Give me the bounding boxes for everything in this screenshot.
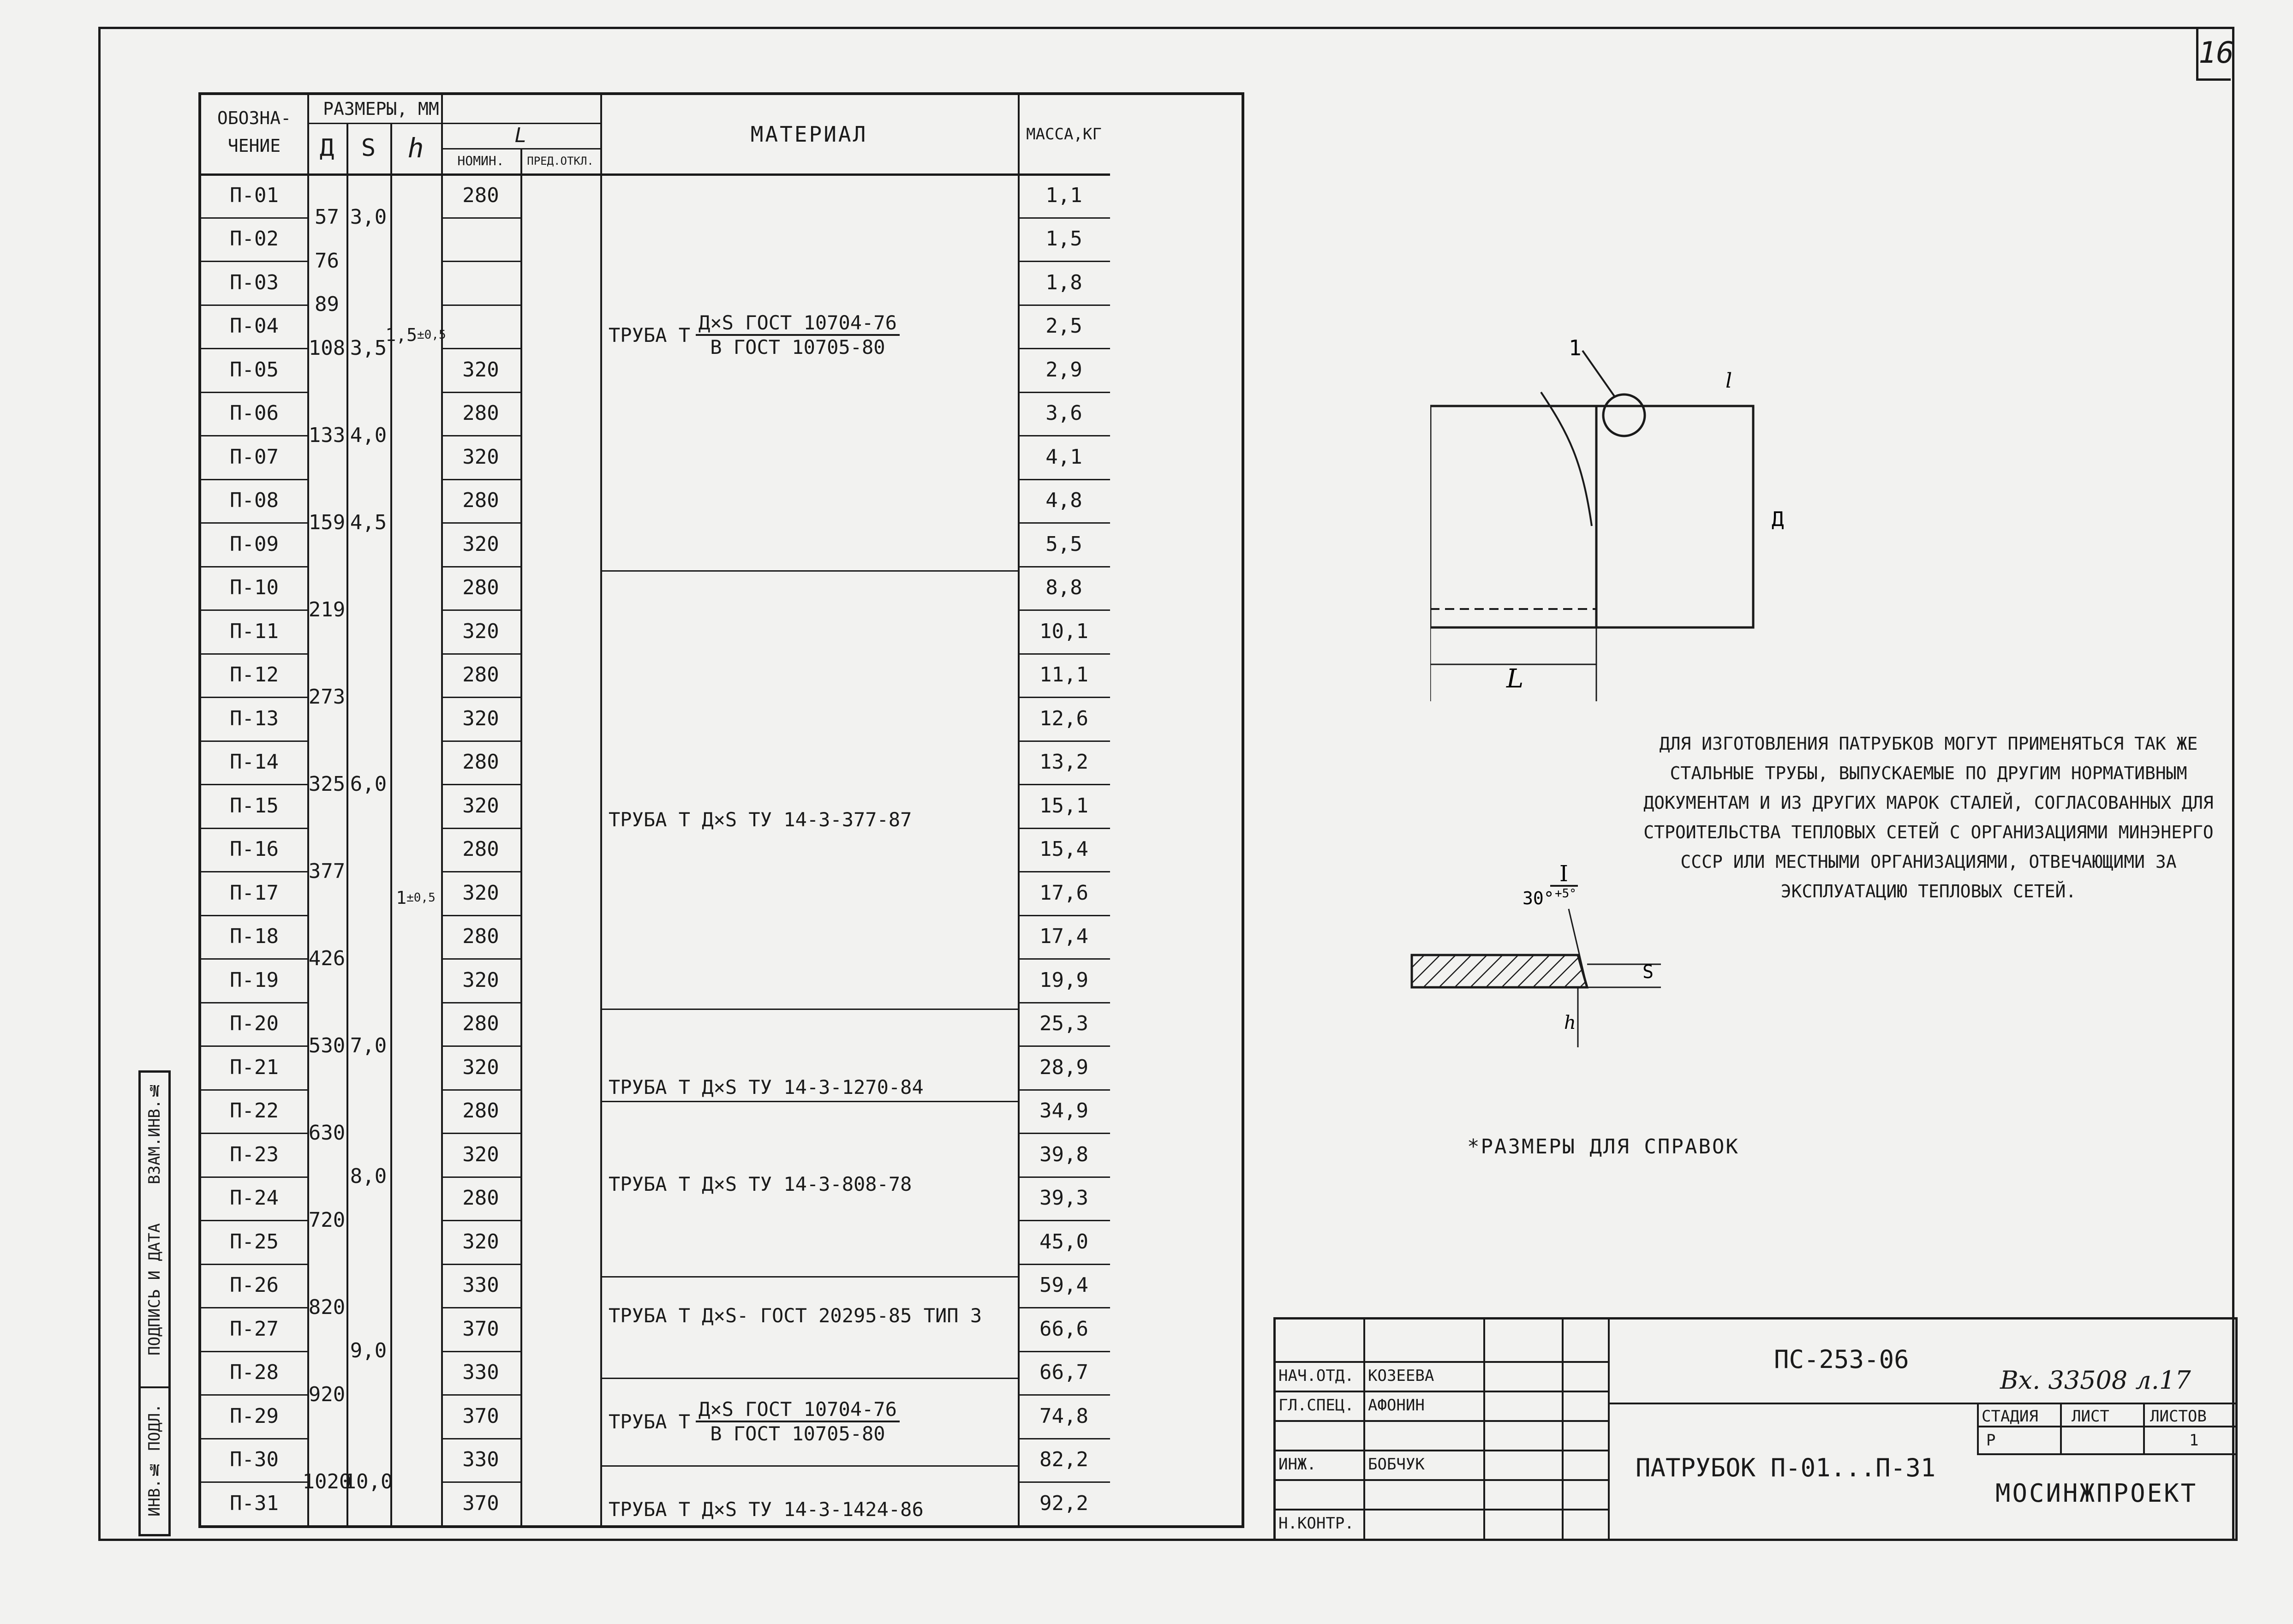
row-wall-thickness <box>346 1067 390 1111</box>
drawing-title: ПАТРУБОК П-01...П-31 <box>1636 1453 1936 1482</box>
row-length: 280 <box>462 837 499 861</box>
row-length: 280 <box>462 925 499 949</box>
row-line <box>441 1525 520 1527</box>
row-designation: П-28 <box>230 1361 279 1385</box>
row-mass: 92,2 <box>1039 1491 1088 1515</box>
row-designation: П-31 <box>230 1491 279 1515</box>
row-designation: П-22 <box>230 1099 279 1123</box>
row-diameter: 89 <box>315 293 339 316</box>
row-diameter: 920 <box>308 1382 346 1406</box>
row-diameter: 1020 <box>302 1469 352 1493</box>
dimension-l-label: l <box>1726 369 1732 393</box>
row-wall-thickness <box>346 1285 390 1329</box>
row-length: 320 <box>462 1230 499 1254</box>
row-length: 320 <box>462 881 499 905</box>
material-group-line <box>600 1101 1018 1102</box>
row-designation: П-08 <box>230 489 279 513</box>
signer-name: АФОНИН <box>1368 1396 1425 1415</box>
header-nominal: НОМИН. <box>457 153 504 168</box>
material-7: ТРУБА Т Д×S ТУ 14-3-1424-86 <box>609 1498 924 1521</box>
row-mass: 15,1 <box>1039 794 1088 818</box>
signer-role: НАЧ.ОТД. <box>1278 1367 1354 1385</box>
h-value-2: 1 ±0,5 <box>396 888 436 908</box>
sheets-label: ЛИСТОВ <box>2150 1407 2207 1426</box>
row-designation: П-13 <box>230 706 279 730</box>
material-group-line <box>600 1378 1018 1379</box>
row-diameter <box>307 1067 346 1111</box>
row-length: 330 <box>462 1273 499 1297</box>
row-length: 280 <box>462 1099 499 1123</box>
inventory-number: Вх. 33508 л.17 <box>2000 1366 2191 1395</box>
row-designation: П-19 <box>230 968 279 992</box>
row-mass: 3,6 <box>1045 401 1082 425</box>
row-designation: П-03 <box>230 270 279 294</box>
header-dimensions: РАЗМЕРЫ, ММ <box>323 99 439 119</box>
row-wall-thickness <box>346 1198 390 1242</box>
side-stamp-inv: ИНВ.№ ПОДЛ. <box>141 1386 168 1536</box>
row-mass: 1,8 <box>1045 270 1082 294</box>
row-designation: П-18 <box>230 925 279 949</box>
row-diameter: 133 <box>308 423 346 447</box>
row-length: 280 <box>462 489 499 513</box>
row-designation: П-06 <box>230 401 279 425</box>
row-length: 280 <box>462 1186 499 1210</box>
row-diameter: 377 <box>308 859 346 883</box>
table-column-line <box>520 148 522 1525</box>
row-mass: 66,7 <box>1039 1361 1088 1385</box>
row-wall-thickness <box>346 1503 390 1547</box>
row-mass: 39,3 <box>1039 1186 1088 1210</box>
row-designation: П-04 <box>230 314 279 338</box>
row-wall-thickness: 9,0 <box>350 1339 387 1362</box>
row-designation: П-07 <box>230 445 279 469</box>
row-designation: П-24 <box>230 1186 279 1210</box>
row-designation: П-30 <box>230 1448 279 1472</box>
row-mass: 59,4 <box>1039 1273 1088 1297</box>
title-block <box>1273 1317 2238 1541</box>
row-designation: П-05 <box>230 358 279 382</box>
title-block-row-line <box>1276 1479 1608 1481</box>
row-length: 320 <box>462 706 499 730</box>
row-diameter <box>307 718 346 762</box>
row-mass: 2,5 <box>1045 314 1082 338</box>
row-wall-thickness <box>346 631 390 675</box>
row-diameter: 426 <box>308 946 346 970</box>
row-mass: 4,1 <box>1045 445 1082 469</box>
row-length: 320 <box>462 794 499 818</box>
detail-callout-circle <box>1603 394 1645 436</box>
row-wall-thickness: 6,0 <box>350 772 387 796</box>
row-mass: 2,9 <box>1045 358 1082 382</box>
row-length: 320 <box>462 1055 499 1079</box>
row-mass: 1,5 <box>1045 227 1082 251</box>
sheet-number: 16 <box>2196 28 2231 81</box>
sheets-value: 1 <box>2189 1431 2199 1450</box>
row-wall-thickness: 8,0 <box>350 1164 387 1188</box>
header-line <box>441 148 600 149</box>
header-line <box>307 123 600 124</box>
material-1: ТРУБА Т $\frac{\text{Д×S ГОСТ 10704-76}}{\text{В ГОСТ 10705-80}}$ <box>600 266 1026 404</box>
title-block-row-line <box>1276 1361 1608 1363</box>
side-stamp-replace: ВЗАМ.ИНВ.№ <box>145 1081 164 1185</box>
dimension-D-label: Д <box>1772 508 1784 531</box>
row-wall-thickness <box>346 282 390 326</box>
row-length: 280 <box>462 576 499 600</box>
row-line <box>1018 1525 1110 1527</box>
row-mass: 45,0 <box>1039 1230 1088 1254</box>
row-wall-thickness <box>346 806 390 849</box>
row-designation: П-20 <box>230 1012 279 1036</box>
pipe-wall-section <box>1412 955 1587 987</box>
header-material: МАТЕРИАЛ <box>750 122 868 147</box>
row-wall-thickness <box>346 457 390 501</box>
row-wall-thickness <box>346 893 390 937</box>
row-length: 320 <box>462 619 499 643</box>
row-mass: 74,8 <box>1039 1404 1088 1428</box>
row-mass: 34,9 <box>1039 1099 1088 1123</box>
row-length: 330 <box>462 1448 499 1472</box>
row-wall-thickness: 3,5 <box>350 336 387 360</box>
row-designation: П-12 <box>230 663 279 687</box>
row-length <box>441 261 520 304</box>
row-designation: П-01 <box>230 183 279 207</box>
title-block-row-line <box>1276 1509 1608 1511</box>
row-diameter <box>307 980 346 1024</box>
pipe-outline-back <box>1596 406 1753 627</box>
dim-s-label: S <box>1642 961 1654 983</box>
row-mass: 28,9 <box>1039 1055 1088 1079</box>
row-wall-thickness <box>346 1111 390 1155</box>
row-diameter <box>307 370 346 413</box>
row-diameter <box>307 1154 346 1198</box>
row-designation: П-09 <box>230 532 279 556</box>
row-length: 370 <box>462 1317 499 1341</box>
row-mass: 12,6 <box>1039 706 1088 730</box>
row-diameter: 630 <box>308 1121 346 1145</box>
row-length <box>441 304 520 348</box>
row-mass: 1,1 <box>1045 183 1082 207</box>
row-line <box>201 1525 307 1527</box>
sheet-label: ЛИСТ <box>2072 1407 2109 1426</box>
material-group-line <box>600 570 1018 572</box>
row-designation: П-25 <box>230 1230 279 1254</box>
bevel-angle-tolerance: +5° <box>1555 887 1576 901</box>
row-diameter <box>307 631 346 675</box>
row-mass: 8,8 <box>1045 576 1082 600</box>
row-wall-thickness <box>346 980 390 1024</box>
row-diameter <box>307 1503 346 1547</box>
row-length: 320 <box>462 532 499 556</box>
document-code: ПС-253-06 <box>1774 1345 1909 1374</box>
row-designation: П-17 <box>230 881 279 905</box>
row-length: 280 <box>462 663 499 687</box>
material-6: ТРУБА Т $\frac{\text{Д×S ГОСТ 10704-76}}{\text{В ГОСТ 10705-80}}$ <box>600 1378 1026 1465</box>
general-note: ДЛЯ ИЗГОТОВЛЕНИЯ ПАТРУБКОВ МОГУТ ПРИМЕНЯТЬСЯ ТАК ЖЕ СТАЛЬНЫЕ ТРУБЫ, ВЫПУСКАЕМЫЕ ПО ДРУГИМ НОРМАТИВНЫМ ДОКУМЕНТАМ И ИЗ ДРУГИХ МАРОК СТАЛЕЙ, СОГЛАСОВАННЫХ ДЛЯ СТРОИТЕЛЬСТВА ТЕПЛОВЫХ СЕТЕЙ С ОРГАНИЗАЦИЯМИ МИНЭНЕРГО СССР ИЛИ МЕСТНЫМИ ОРГАНИЗАЦИЯМИ, ОТВЕЧАЮЩИМИ ЗА ЭКСПЛУАТАЦИЮ ТЕПЛОВЫХ СЕТЕЙ. <box>1643 734 2214 902</box>
material-5: ТРУБА Т Д×S- ГОСТ 20295-85 ТИП 3 <box>609 1304 982 1327</box>
header-D: Д <box>319 134 334 162</box>
row-designation: П-11 <box>230 619 279 643</box>
row-wall-thickness <box>346 1242 390 1285</box>
row-designation: П-26 <box>230 1273 279 1297</box>
row-length: 280 <box>462 750 499 774</box>
row-designation: П-02 <box>230 227 279 251</box>
header-S: S <box>361 134 376 162</box>
row-diameter: 108 <box>308 336 346 360</box>
side-stamp <box>138 1070 171 1536</box>
material-3: ТРУБА Т Д×S ТУ 14-3-1270-84 <box>609 1075 924 1099</box>
title-block-row-line <box>1276 1391 1608 1392</box>
row-mass: 13,2 <box>1039 750 1088 774</box>
row-wall-thickness <box>346 370 390 413</box>
row-wall-thickness: 4,0 <box>350 423 387 447</box>
row-mass: 19,9 <box>1039 968 1088 992</box>
row-mass: 5,5 <box>1045 532 1082 556</box>
row-designation: П-16 <box>230 837 279 861</box>
organization-name: МОСИНЖПРОЕКТ <box>1995 1479 2198 1508</box>
callout-number: 1 <box>1569 335 1582 360</box>
row-mass: 11,1 <box>1039 663 1088 687</box>
row-length: 320 <box>462 358 499 382</box>
row-wall-thickness <box>346 588 390 632</box>
row-designation: П-15 <box>230 794 279 818</box>
header-h: h <box>407 132 424 164</box>
stage-value: Р <box>1986 1431 1996 1450</box>
stage-label: СТАДИЯ <box>1982 1407 2038 1426</box>
pipe-outline-front <box>1430 406 1596 627</box>
row-diameter: 720 <box>308 1208 346 1232</box>
row-mass: 25,3 <box>1039 1012 1088 1036</box>
row-diameter: 159 <box>308 510 346 534</box>
row-mass: 66,6 <box>1039 1317 1088 1341</box>
dimension-L-label: L <box>1506 664 1524 694</box>
row-diameter: 325 <box>308 772 346 796</box>
row-length: 370 <box>462 1491 499 1515</box>
row-mass: 15,4 <box>1039 837 1088 861</box>
row-diameter: 820 <box>308 1295 346 1319</box>
row-wall-thickness <box>346 937 390 980</box>
row-length <box>441 217 520 261</box>
row-wall-thickness: 3,0 <box>350 205 387 229</box>
signer-role: ИНЖ. <box>1278 1455 1316 1474</box>
row-mass: 17,6 <box>1039 881 1088 905</box>
header-bottom-line <box>201 173 1110 176</box>
row-designation: П-14 <box>230 750 279 774</box>
dim-h-label: h <box>1564 1012 1576 1033</box>
section-label: I <box>1559 861 1568 887</box>
row-mass: 17,4 <box>1039 925 1088 949</box>
material-group-line <box>600 1276 1018 1278</box>
row-wall-thickness <box>346 718 390 762</box>
header-mass: МАССА,КГ <box>1026 125 1102 143</box>
row-length: 370 <box>462 1404 499 1428</box>
row-diameter <box>307 1329 346 1373</box>
row-diameter: 219 <box>308 597 346 621</box>
callout-leader <box>1582 351 1615 397</box>
row-length: 280 <box>462 401 499 425</box>
row-wall-thickness <box>346 849 390 893</box>
row-mass: 4,8 <box>1045 489 1082 513</box>
row-diameter <box>307 1242 346 1285</box>
signer-name: БОБЧУК <box>1368 1455 1425 1474</box>
signer-role: Н.КОНТР. <box>1278 1514 1354 1533</box>
material-4: ТРУБА Т Д×S ТУ 14-3-808-78 <box>609 1172 912 1195</box>
row-length: 330 <box>462 1361 499 1385</box>
row-wall-thickness: 4,5 <box>350 510 387 534</box>
row-diameter: 76 <box>315 249 339 273</box>
title-block-row-line <box>1276 1420 1608 1422</box>
row-length: 280 <box>462 1012 499 1036</box>
row-wall-thickness <box>346 1416 390 1460</box>
specification-table <box>198 92 1244 1528</box>
row-designation: П-27 <box>230 1317 279 1341</box>
row-diameter <box>307 1416 346 1460</box>
row-length: 320 <box>462 1142 499 1166</box>
row-wall-thickness: 10,0 <box>344 1469 393 1493</box>
row-designation: П-23 <box>230 1142 279 1166</box>
row-designation: П-21 <box>230 1055 279 1079</box>
row-wall-thickness <box>346 239 390 283</box>
pipe-drawing <box>1430 332 1845 747</box>
reference-note: *РАЗМЕРЫ ДЛЯ СПРАВОК <box>1467 1135 1739 1158</box>
bevel-angle: 30° <box>1523 888 1554 908</box>
table-column-line <box>390 123 392 1525</box>
header-tolerance: ПРЕД.ОТКЛ. <box>527 154 594 167</box>
row-mass: 39,8 <box>1039 1142 1088 1166</box>
row-length: 320 <box>462 445 499 469</box>
signer-role: ГЛ.СПЕЦ. <box>1278 1396 1354 1415</box>
material-2: ТРУБА Т Д×S ТУ 14-3-377-87 <box>609 808 912 831</box>
row-designation: П-29 <box>230 1404 279 1428</box>
row-length: 280 <box>462 183 499 207</box>
row-wall-thickness <box>346 675 390 719</box>
material-group-line <box>600 1009 1018 1010</box>
row-mass: 10,1 <box>1039 619 1088 643</box>
row-diameter <box>307 806 346 849</box>
material-group-line <box>600 1465 1018 1467</box>
row-diameter <box>307 457 346 501</box>
row-wall-thickness: 7,0 <box>350 1033 387 1057</box>
row-diameter: 57 <box>315 205 339 229</box>
header-L: L <box>514 124 527 147</box>
row-mass: 82,2 <box>1039 1448 1088 1472</box>
title-block-row-line <box>1276 1450 1608 1451</box>
signer-name: КОЗЕЕВА <box>1368 1367 1434 1385</box>
row-diameter <box>307 544 346 588</box>
row-wall-thickness <box>346 1373 390 1416</box>
row-designation: П-10 <box>230 576 279 600</box>
row-diameter <box>307 893 346 937</box>
row-diameter: 273 <box>308 685 346 709</box>
cut-curve <box>1541 392 1592 526</box>
header-designation: ОБОЗНА-ЧЕНИЕ <box>217 108 292 156</box>
row-length: 320 <box>462 968 499 992</box>
side-stamp-signature: ПОДПИСЬ И ДАТА <box>141 1193 168 1388</box>
row-wall-thickness <box>346 544 390 588</box>
h-value-1: 1,5 ±0,5 <box>385 325 446 345</box>
row-diameter: 530 <box>308 1033 346 1057</box>
table-column-line <box>600 95 602 1525</box>
